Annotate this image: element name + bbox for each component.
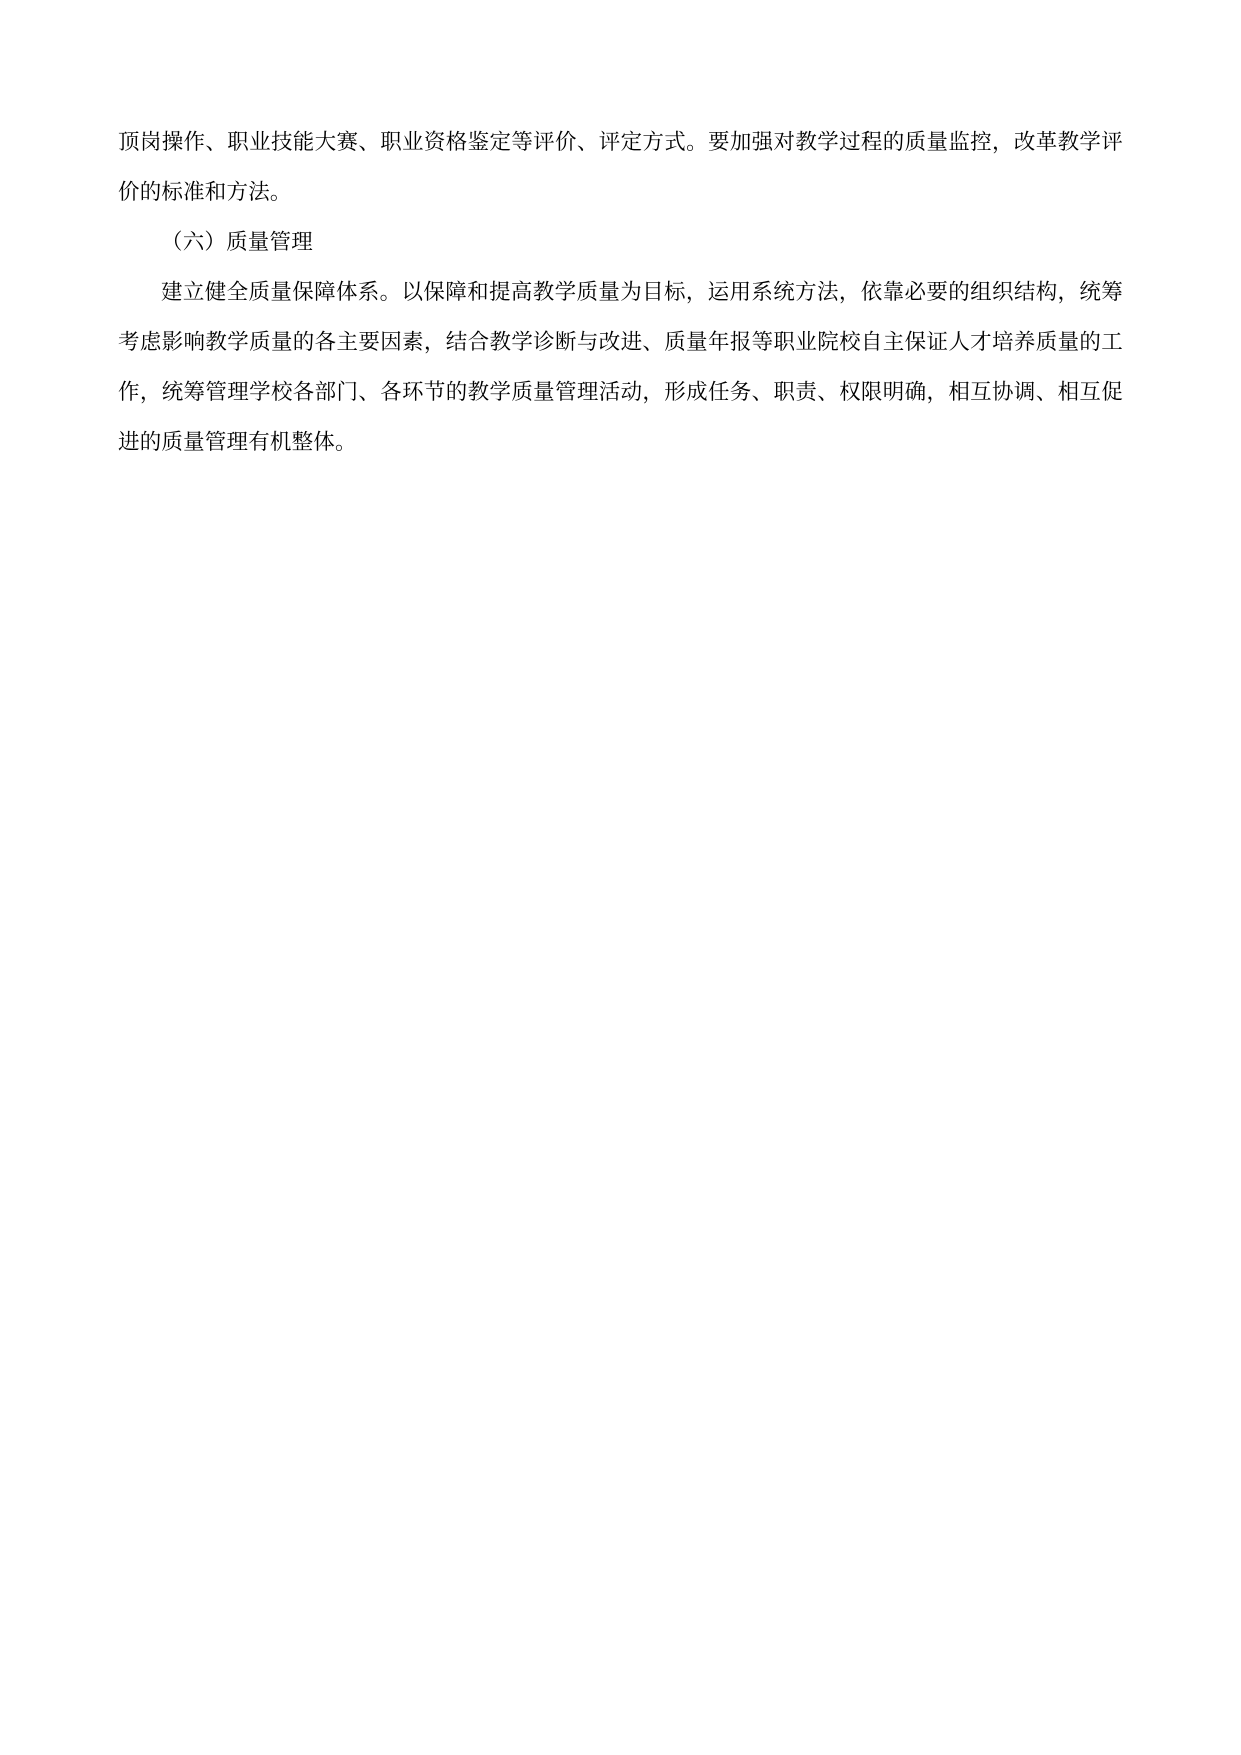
paragraph-quality-assurance-system: 建立健全质量保障体系。以保障和提高教学质量为目标，运用系统方法，依靠必要的组织结构，统筹考虑影响教学质量的各主要因素，结合教学诊断与改进、质量年报等职业院校自主保证人才培养质量的工作，统筹管理学校各部门、各环节的教学质量管理活动，形成任务、职责、权限明确，相互协调、相互促进的质量管理有机整体。 [118, 280, 1123, 455]
paragraph-continuation: 顶岗操作、职业技能大赛、职业资格鉴定等评价、评定方式。要加强对教学过程的质量监控，改革教学评价的标准和方法。 [118, 130, 1123, 205]
document-body [118, 118, 1123, 468]
section-heading-quality-management: （六）质量管理 [161, 230, 313, 255]
